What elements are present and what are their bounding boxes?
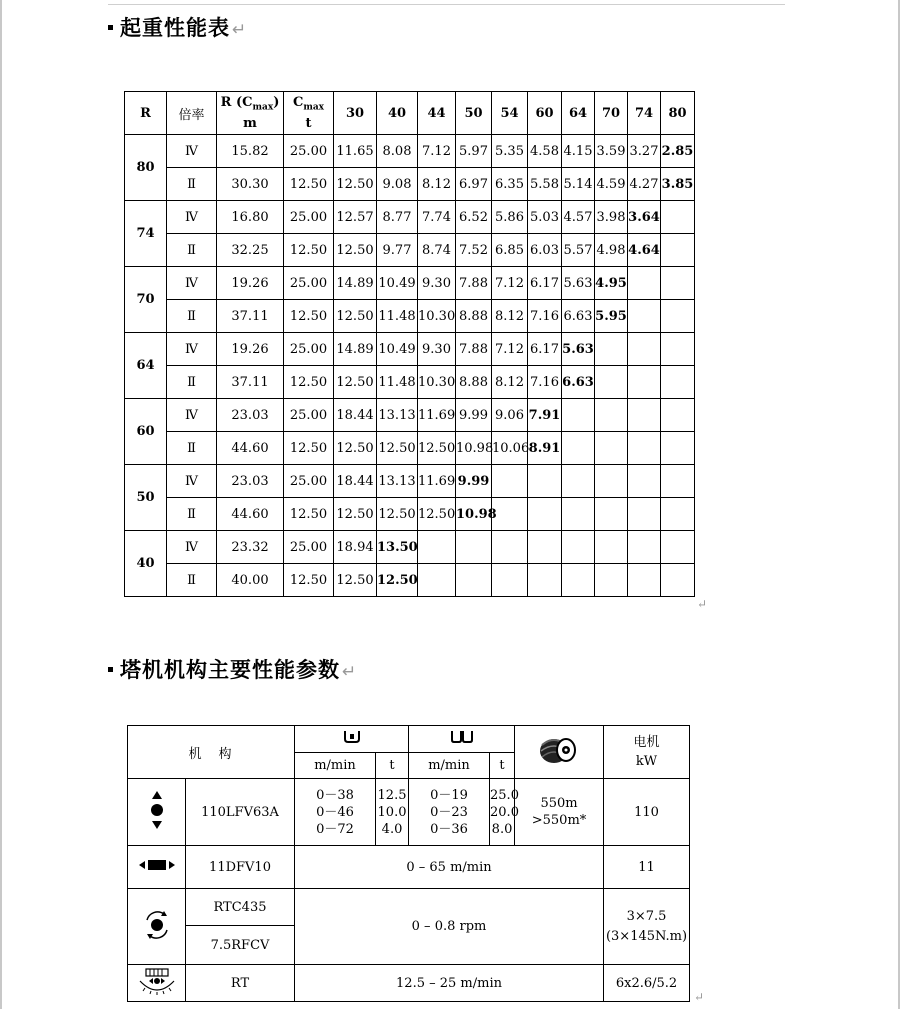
header-cmax: $C_{max}$ t (284, 92, 334, 135)
double-hook-header (409, 726, 515, 753)
capacity-cell: 5.63 (562, 333, 595, 366)
boom-length-cell: 40 (125, 531, 167, 597)
header-ratio: 倍率 (167, 92, 217, 135)
capacity-cell: 8.12 (492, 366, 528, 399)
capacity-cell (595, 498, 628, 531)
capacity-cell: 7.88 (456, 333, 492, 366)
single-load-unit: t (376, 753, 409, 779)
capacity-cell (628, 399, 661, 432)
capacity-cell: 11.48 (377, 300, 418, 333)
capacity-cell: 18.94 (334, 531, 377, 564)
capacity-cell: 12.50 (377, 564, 418, 597)
capacity-cell (456, 564, 492, 597)
mech-header-row-1 (128, 726, 690, 753)
bullet-icon (108, 667, 113, 672)
reeving-ratio-cell: Ⅳ (167, 135, 217, 168)
slewing-model-1: RTC435 (186, 889, 295, 926)
header-radius: 50 (456, 92, 492, 135)
table-row (125, 498, 695, 531)
capacity-cell: 8.88 (456, 366, 492, 399)
capacity-cell: 7.88 (456, 267, 492, 300)
table-row (125, 564, 695, 597)
cmax-cell: 25.00 (284, 267, 334, 300)
capacity-cell: 9.99 (456, 399, 492, 432)
capacity-cell: 7.52 (456, 234, 492, 267)
cmax-cell: 12.50 (284, 432, 334, 465)
capacity-cell: 12.50 (334, 498, 377, 531)
capacity-cell: 10.30 (418, 366, 456, 399)
cmax-cell: 25.00 (284, 531, 334, 564)
capacity-cell: 12.50 (377, 432, 418, 465)
slewing-power: 3×7.5 (3×145N.m) (604, 889, 690, 965)
reeving-ratio-cell: Ⅳ (167, 465, 217, 498)
header-radius: 80 (661, 92, 695, 135)
reeving-ratio-cell: Ⅱ (167, 234, 217, 267)
capacity-cell (661, 300, 695, 333)
trolley-icon-cell (128, 846, 186, 889)
capacity-cell: 11.69 (418, 465, 456, 498)
header-radius: 30 (334, 92, 377, 135)
reeving-ratio-cell: Ⅱ (167, 498, 217, 531)
travel-bogie-icon (137, 967, 177, 995)
cable-drum-icon (536, 733, 582, 767)
reeving-ratio-cell: Ⅳ (167, 201, 217, 234)
motor-header: 电机 kW (604, 726, 690, 779)
cable-drum-header (515, 726, 604, 779)
capacity-cell: 2.85 (661, 135, 695, 168)
slewing-model-2: 7.5RFCV (186, 926, 295, 965)
rc-radius-cell: 23.32 (217, 531, 284, 564)
capacity-cell: 7.16 (528, 300, 562, 333)
top-rule (108, 4, 785, 5)
hoist-rope-length: 550m >550m* (515, 779, 604, 846)
trolley-power: 11 (604, 846, 690, 889)
slewing-speed: 0 – 0.8 rpm (295, 889, 604, 965)
hoist-up-down-icon (148, 790, 166, 830)
capacity-cell: 9.99 (456, 465, 492, 498)
capacity-cell (628, 300, 661, 333)
rc-radius-cell: 19.26 (217, 267, 284, 300)
return-mark-icon: ↵ (694, 990, 705, 1004)
capacity-cell: 5.63 (562, 267, 595, 300)
hoist-double-loads: 25.0 20.0 8.0 (490, 779, 515, 846)
capacity-cell: 4.27 (628, 168, 661, 201)
header-rc: R $(C_{max})$ m (217, 92, 284, 135)
capacity-cell: 8.12 (418, 168, 456, 201)
header-radius: 74 (628, 92, 661, 135)
capacity-cell (628, 333, 661, 366)
capacity-cell: 5.03 (528, 201, 562, 234)
capacity-cell: 9.06 (492, 399, 528, 432)
capacity-cell (661, 267, 695, 300)
slewing-rotation-icon (142, 910, 172, 940)
capacity-cell (661, 201, 695, 234)
capacity-cell: 5.97 (456, 135, 492, 168)
rc-radius-cell: 40.00 (217, 564, 284, 597)
capacity-cell: 6.63 (562, 366, 595, 399)
double-speed-unit: m/min (409, 753, 490, 779)
capacity-cell: 4.64 (628, 234, 661, 267)
table-row (125, 333, 695, 366)
reeving-ratio-cell: Ⅱ (167, 564, 217, 597)
capacity-cell: 4.98 (595, 234, 628, 267)
table-row (125, 432, 695, 465)
capacity-cell: 13.13 (377, 399, 418, 432)
capacity-cell: 6.63 (562, 300, 595, 333)
capacity-cell: 6.97 (456, 168, 492, 201)
cmax-cell: 12.50 (284, 234, 334, 267)
capacity-cell: 6.52 (456, 201, 492, 234)
rc-radius-cell: 16.80 (217, 201, 284, 234)
capacity-cell: 7.12 (492, 267, 528, 300)
table-row (125, 201, 695, 234)
rc-radius-cell: 19.26 (217, 333, 284, 366)
reeving-ratio-cell: Ⅱ (167, 366, 217, 399)
table-row (125, 465, 695, 498)
capacity-cell: 4.15 (562, 135, 595, 168)
capacity-cell: 7.12 (418, 135, 456, 168)
travel-icon-cell (128, 965, 186, 1002)
capacity-cell (562, 465, 595, 498)
capacity-cell: 3.27 (628, 135, 661, 168)
slewing-row-1 (128, 889, 690, 926)
hoist-single-loads: 12.5 10.0 4.0 (376, 779, 409, 846)
capacity-cell: 7.74 (418, 201, 456, 234)
table-row (125, 300, 695, 333)
capacity-cell: 10.98 (456, 432, 492, 465)
capacity-cell (628, 432, 661, 465)
capacity-cell: 11.69 (418, 399, 456, 432)
capacity-cell: 10.06 (492, 432, 528, 465)
rc-radius-cell: 15.82 (217, 135, 284, 168)
double-hook-icon (450, 730, 474, 744)
trolley-row (128, 846, 690, 889)
rc-radius-cell: 32.25 (217, 234, 284, 267)
capacity-cell: 6.17 (528, 267, 562, 300)
table-row (125, 267, 695, 300)
capacity-cell: 11.65 (334, 135, 377, 168)
hoist-power: 110 (604, 779, 690, 846)
capacity-cell: 12.57 (334, 201, 377, 234)
mechanism-header: 机 构 (128, 726, 295, 779)
capacity-cell (528, 531, 562, 564)
cmax-cell: 12.50 (284, 498, 334, 531)
capacity-cell: 14.89 (334, 333, 377, 366)
mechanism-table (127, 725, 690, 1002)
capacity-cell (492, 564, 528, 597)
capacity-cell (595, 564, 628, 597)
capacity-cell: 8.77 (377, 201, 418, 234)
capacity-cell (562, 432, 595, 465)
table-row (125, 135, 695, 168)
rc-radius-cell: 44.60 (217, 498, 284, 531)
load-table-header-row (125, 92, 695, 135)
capacity-cell (528, 564, 562, 597)
capacity-cell: 4.59 (595, 168, 628, 201)
capacity-cell: 6.17 (528, 333, 562, 366)
capacity-cell (628, 498, 661, 531)
capacity-cell (661, 432, 695, 465)
capacity-cell (628, 564, 661, 597)
hoist-single-speeds: 0－38 0－46 0－72 (295, 779, 376, 846)
capacity-cell: 18.44 (334, 399, 377, 432)
capacity-cell (418, 564, 456, 597)
capacity-cell: 13.50 (377, 531, 418, 564)
table-row (125, 366, 695, 399)
rc-radius-cell: 30.30 (217, 168, 284, 201)
capacity-cell: 3.64 (628, 201, 661, 234)
capacity-cell: 5.95 (595, 300, 628, 333)
capacity-cell: 5.57 (562, 234, 595, 267)
trolley-left-right-icon (138, 858, 176, 872)
capacity-cell (595, 531, 628, 564)
boom-length-cell: 70 (125, 267, 167, 333)
header-radius: 44 (418, 92, 456, 135)
capacity-cell (492, 531, 528, 564)
capacity-cell (528, 465, 562, 498)
capacity-cell (661, 333, 695, 366)
capacity-cell: 13.13 (377, 465, 418, 498)
capacity-cell (492, 498, 528, 531)
capacity-cell: 4.95 (595, 267, 628, 300)
double-load-unit: t (490, 753, 515, 779)
cmax-cell: 25.00 (284, 465, 334, 498)
capacity-cell (628, 531, 661, 564)
rc-radius-cell: 23.03 (217, 399, 284, 432)
capacity-cell: 4.57 (562, 201, 595, 234)
capacity-cell: 3.59 (595, 135, 628, 168)
table-row (125, 234, 695, 267)
capacity-cell: 7.91 (528, 399, 562, 432)
hoist-double-speeds: 0－19 0－23 0－36 (409, 779, 490, 846)
header-radius: 40 (377, 92, 418, 135)
mechanism-params-title: 塔机机构主要性能参数 ↵ (108, 654, 357, 684)
capacity-cell: 4.58 (528, 135, 562, 168)
capacity-cell (595, 465, 628, 498)
bullet-icon (108, 25, 113, 30)
capacity-cell (528, 498, 562, 531)
trolley-model: 11DFV10 (186, 846, 295, 889)
return-mark-icon: ↵ (697, 597, 708, 611)
capacity-cell: 5.86 (492, 201, 528, 234)
header-radius: 60 (528, 92, 562, 135)
boom-length-cell: 60 (125, 399, 167, 465)
cmax-cell: 25.00 (284, 399, 334, 432)
page-border-left (0, 0, 2, 1009)
capacity-cell: 7.16 (528, 366, 562, 399)
rc-radius-cell: 37.11 (217, 366, 284, 399)
capacity-cell: 9.08 (377, 168, 418, 201)
capacity-cell (456, 531, 492, 564)
travel-power: 6x2.6/5.2 (604, 965, 690, 1002)
capacity-cell (661, 531, 695, 564)
capacity-cell (628, 366, 661, 399)
trolley-speed: 0 – 65 m/min (295, 846, 604, 889)
capacity-cell: 12.50 (334, 564, 377, 597)
load-table-body (125, 135, 695, 597)
single-speed-unit: m/min (295, 753, 376, 779)
capacity-cell: 10.49 (377, 333, 418, 366)
capacity-cell: 9.77 (377, 234, 418, 267)
capacity-cell: 9.30 (418, 333, 456, 366)
capacity-cell (661, 234, 695, 267)
capacity-cell: 8.08 (377, 135, 418, 168)
header-r: R (125, 92, 167, 135)
cmax-cell: 25.00 (284, 135, 334, 168)
rc-radius-cell: 37.11 (217, 300, 284, 333)
table-row (125, 168, 695, 201)
capacity-cell (562, 564, 595, 597)
capacity-cell (661, 366, 695, 399)
rc-radius-cell: 44.60 (217, 432, 284, 465)
reeving-ratio-cell: Ⅳ (167, 267, 217, 300)
table-row (125, 531, 695, 564)
capacity-cell: 8.12 (492, 300, 528, 333)
capacity-cell: 6.85 (492, 234, 528, 267)
cmax-cell: 12.50 (284, 564, 334, 597)
capacity-cell: 10.98 (456, 498, 492, 531)
capacity-cell: 6.03 (528, 234, 562, 267)
single-hook-icon (343, 730, 361, 744)
capacity-cell: 10.30 (418, 300, 456, 333)
capacity-cell (595, 333, 628, 366)
capacity-cell: 3.85 (661, 168, 695, 201)
header-radius: 64 (562, 92, 595, 135)
table-row (125, 399, 695, 432)
boom-length-cell: 74 (125, 201, 167, 267)
capacity-cell: 9.30 (418, 267, 456, 300)
capacity-cell (562, 399, 595, 432)
boom-length-cell: 64 (125, 333, 167, 399)
capacity-cell (595, 399, 628, 432)
capacity-cell (595, 366, 628, 399)
header-radius: 70 (595, 92, 628, 135)
capacity-cell (562, 531, 595, 564)
boom-length-cell: 80 (125, 135, 167, 201)
travel-row (128, 965, 690, 1002)
reeving-ratio-cell: Ⅳ (167, 333, 217, 366)
capacity-cell (661, 465, 695, 498)
travel-speed: 12.5 – 25 m/min (295, 965, 604, 1002)
capacity-cell: 8.88 (456, 300, 492, 333)
capacity-cell: 7.12 (492, 333, 528, 366)
boom-length-cell: 50 (125, 465, 167, 531)
return-mark-icon: ↵ (232, 20, 248, 40)
capacity-cell: 3.98 (595, 201, 628, 234)
load-chart-table (124, 91, 695, 597)
reeving-ratio-cell: Ⅱ (167, 168, 217, 201)
hoist-model: 110LFV63A (186, 779, 295, 846)
single-hook-header (295, 726, 409, 753)
capacity-cell (418, 531, 456, 564)
capacity-cell: 8.91 (528, 432, 562, 465)
reeving-ratio-cell: Ⅳ (167, 399, 217, 432)
capacity-cell (595, 432, 628, 465)
capacity-cell (492, 465, 528, 498)
capacity-cell: 12.50 (418, 498, 456, 531)
cmax-cell: 25.00 (284, 333, 334, 366)
capacity-cell: 10.49 (377, 267, 418, 300)
hoist-row (128, 779, 690, 846)
capacity-cell: 12.50 (334, 234, 377, 267)
capacity-cell: 5.14 (562, 168, 595, 201)
capacity-cell: 5.35 (492, 135, 528, 168)
capacity-cell (661, 564, 695, 597)
capacity-cell: 11.48 (377, 366, 418, 399)
capacity-cell (628, 267, 661, 300)
capacity-cell: 6.35 (492, 168, 528, 201)
travel-model: RT (186, 965, 295, 1002)
load-chart-title: 起重性能表 ↵ (108, 12, 247, 42)
capacity-cell: 5.58 (528, 168, 562, 201)
slewing-icon-cell (128, 889, 186, 965)
rc-radius-cell: 23.03 (217, 465, 284, 498)
capacity-cell (661, 498, 695, 531)
capacity-cell (562, 498, 595, 531)
capacity-cell: 12.50 (334, 168, 377, 201)
cmax-cell: 12.50 (284, 168, 334, 201)
capacity-cell (661, 399, 695, 432)
cmax-cell: 25.00 (284, 201, 334, 234)
cmax-cell: 12.50 (284, 366, 334, 399)
reeving-ratio-cell: Ⅱ (167, 432, 217, 465)
capacity-cell: 12.50 (334, 300, 377, 333)
capacity-cell: 8.74 (418, 234, 456, 267)
capacity-cell: 14.89 (334, 267, 377, 300)
hoist-icon-cell (128, 779, 186, 846)
capacity-cell: 12.50 (334, 366, 377, 399)
capacity-cell (628, 465, 661, 498)
capacity-cell: 12.50 (418, 432, 456, 465)
reeving-ratio-cell: Ⅱ (167, 300, 217, 333)
capacity-cell: 12.50 (334, 432, 377, 465)
cmax-cell: 12.50 (284, 300, 334, 333)
reeving-ratio-cell: Ⅳ (167, 531, 217, 564)
capacity-cell: 12.50 (377, 498, 418, 531)
return-mark-icon: ↵ (342, 662, 358, 682)
capacity-cell: 18.44 (334, 465, 377, 498)
header-radius: 54 (492, 92, 528, 135)
